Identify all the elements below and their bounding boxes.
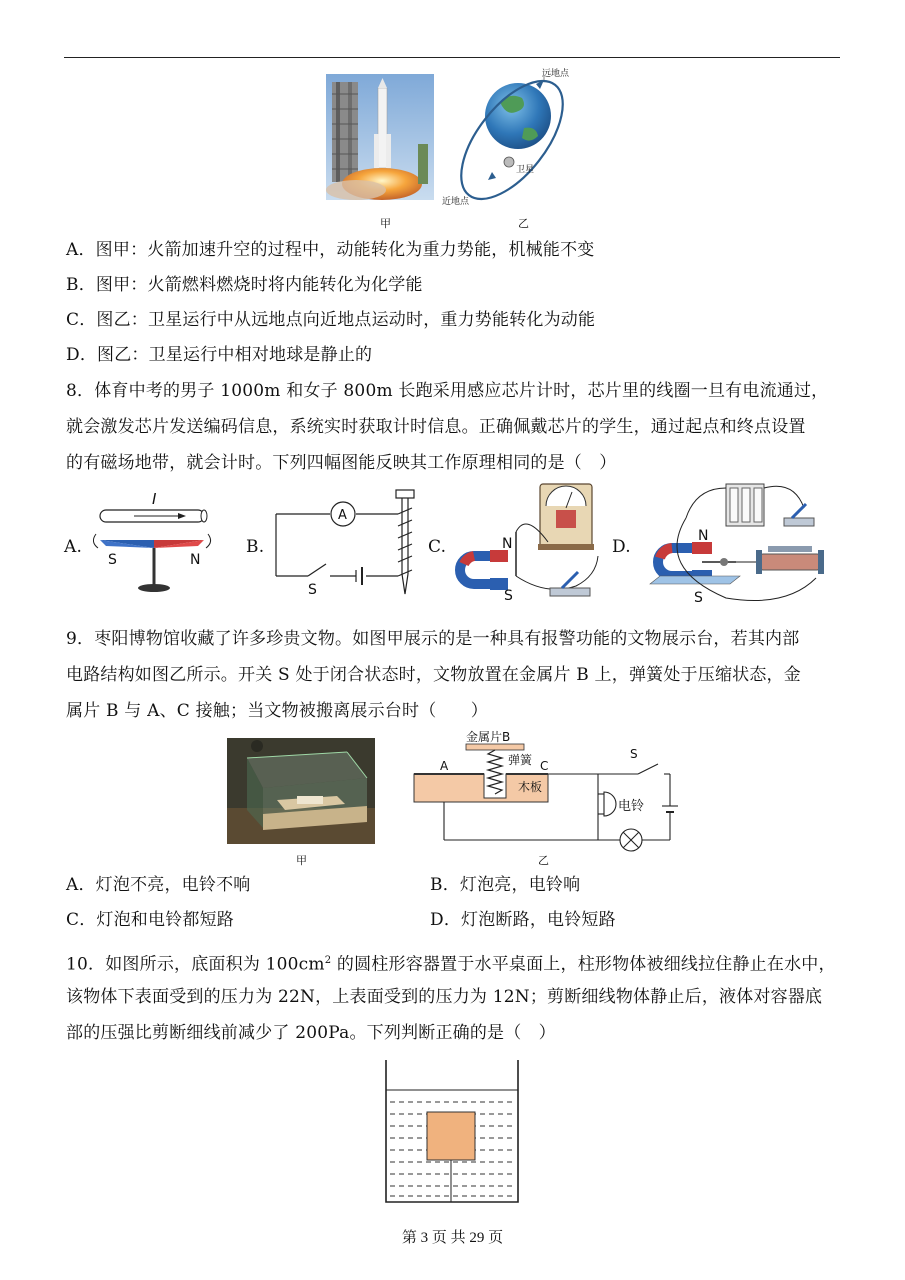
orbit-diagram bbox=[440, 62, 600, 212]
q9-option-c: C．灯泡和电铃都短路 bbox=[66, 910, 235, 930]
q10-line1-pre: 10．如图所示，底面积为 100cm bbox=[66, 954, 325, 975]
q9-fig-label-yi: 乙 bbox=[538, 854, 549, 867]
q9-fig-label-jia: 甲 bbox=[296, 854, 307, 867]
q8-option-c-label: C. bbox=[428, 537, 447, 557]
q10-line1-post: 的圆柱形容器置于水平桌面上，柱形物体被细线拉住静止在水中， bbox=[331, 954, 836, 975]
q8-text-line-1: 8．体育中考的男子 1000m 和女子 800m 长跑采用感应芯片计时，芯片里的线圈一旦有电流通过， bbox=[66, 381, 829, 401]
q9-option-d: D．灯泡断路，电铃短路 bbox=[430, 910, 616, 930]
header-rule bbox=[64, 57, 840, 58]
magnet-n-label: N bbox=[502, 536, 513, 552]
q7-option-c: C．图乙：卫星运行中从远地点向近地点运动时，重力势能转化为动能 bbox=[66, 310, 596, 330]
q10-text-line-3: 部的压强比剪断细线前减少了 200Pa。下列判断正确的是（ ） bbox=[66, 1023, 556, 1043]
q8-fig-d-motor bbox=[640, 478, 836, 606]
contact-c-label: C bbox=[540, 759, 549, 773]
q8-fig-c-generator bbox=[454, 480, 604, 604]
switch-s-label: S bbox=[308, 582, 317, 598]
rocket-photo bbox=[326, 74, 434, 200]
switch-s-q9-label: S bbox=[630, 747, 638, 761]
q10-text-line-1 bbox=[66, 950, 836, 976]
metal-b-label: 金属片B bbox=[466, 730, 511, 744]
q9-option-b: B．灯泡亮，电铃响 bbox=[430, 875, 581, 895]
q9-text-line-2: 电路结构如图乙所示。开关 S 处于闭合状态时，文物放置在金属片 B 上，弹簧处于压缩状态，金 bbox=[66, 665, 801, 685]
q10-text-line-2: 该物体下表面受到的压力为 22N，上表面受到的压力为 12N；剪断细线物体静止后，液体对容器底 bbox=[66, 987, 823, 1007]
motor-n-label: N bbox=[698, 528, 709, 544]
far-point-label: 远地点 bbox=[542, 69, 570, 79]
motor-s-label: S bbox=[694, 590, 703, 606]
q8-text-line-2: 就会激发芯片发送编码信息，系统实时获取计时信息。正确佩戴芯片的学生，通过起点和终点设置 bbox=[66, 417, 806, 437]
q8-fig-b-electromagnet bbox=[268, 486, 428, 600]
bell-label: 电铃 bbox=[618, 799, 645, 814]
satellite-label: 卫星 bbox=[516, 165, 535, 175]
q9-circuit-diagram bbox=[408, 728, 680, 854]
q8-option-d-label: D. bbox=[612, 537, 631, 557]
q10-container-figure bbox=[380, 1058, 524, 1206]
compass-s-label: S bbox=[108, 552, 117, 568]
q8-fig-a-oersted bbox=[86, 488, 216, 598]
page-footer: 第 3 页 共 29 页 bbox=[401, 1230, 504, 1246]
wood-label: 木板 bbox=[518, 780, 543, 794]
q7-option-b: B．图甲：火箭燃料燃烧时将内能转化为化学能 bbox=[66, 275, 423, 295]
magnet-s-label: S bbox=[504, 588, 513, 604]
display-case-photo bbox=[227, 738, 375, 844]
q7-option-d: D．图乙：卫星运行中相对地球是静止的 bbox=[66, 345, 373, 365]
q9-option-a: A．灯泡不亮，电铃不响 bbox=[66, 875, 251, 895]
near-point-label: 近地点 bbox=[442, 197, 470, 207]
q10-line1-sup: 2 bbox=[324, 955, 332, 966]
q9-text-line-3: 属片 B 与 A、C 接触；当文物被搬离展示台时（ ） bbox=[66, 701, 488, 721]
ammeter-label: A bbox=[338, 508, 347, 523]
compass-n-label: N bbox=[190, 552, 201, 568]
q7-option-a: A．图甲：火箭加速升空的过程中，动能转化为重力势能，机械能不变 bbox=[66, 240, 595, 260]
q8-option-b-label: B. bbox=[246, 537, 265, 557]
q7-fig-label-yi: 乙 bbox=[518, 217, 529, 230]
q8-option-a-label: A. bbox=[64, 537, 83, 557]
contact-a-label: A bbox=[440, 759, 449, 773]
q7-fig-label-jia: 甲 bbox=[380, 217, 391, 230]
current-label: I bbox=[152, 490, 157, 508]
q8-text-line-3: 的有磁场地带，就会计时。下列四幅图能反映其工作原理相同的是（ ） bbox=[66, 453, 617, 473]
q9-text-line-1: 9．枣阳博物馆收藏了许多珍贵文物。如图甲展示的是一种具有报警功能的文物展示台，若其内部 bbox=[66, 629, 800, 649]
spring-label: 弹簧 bbox=[508, 753, 533, 767]
